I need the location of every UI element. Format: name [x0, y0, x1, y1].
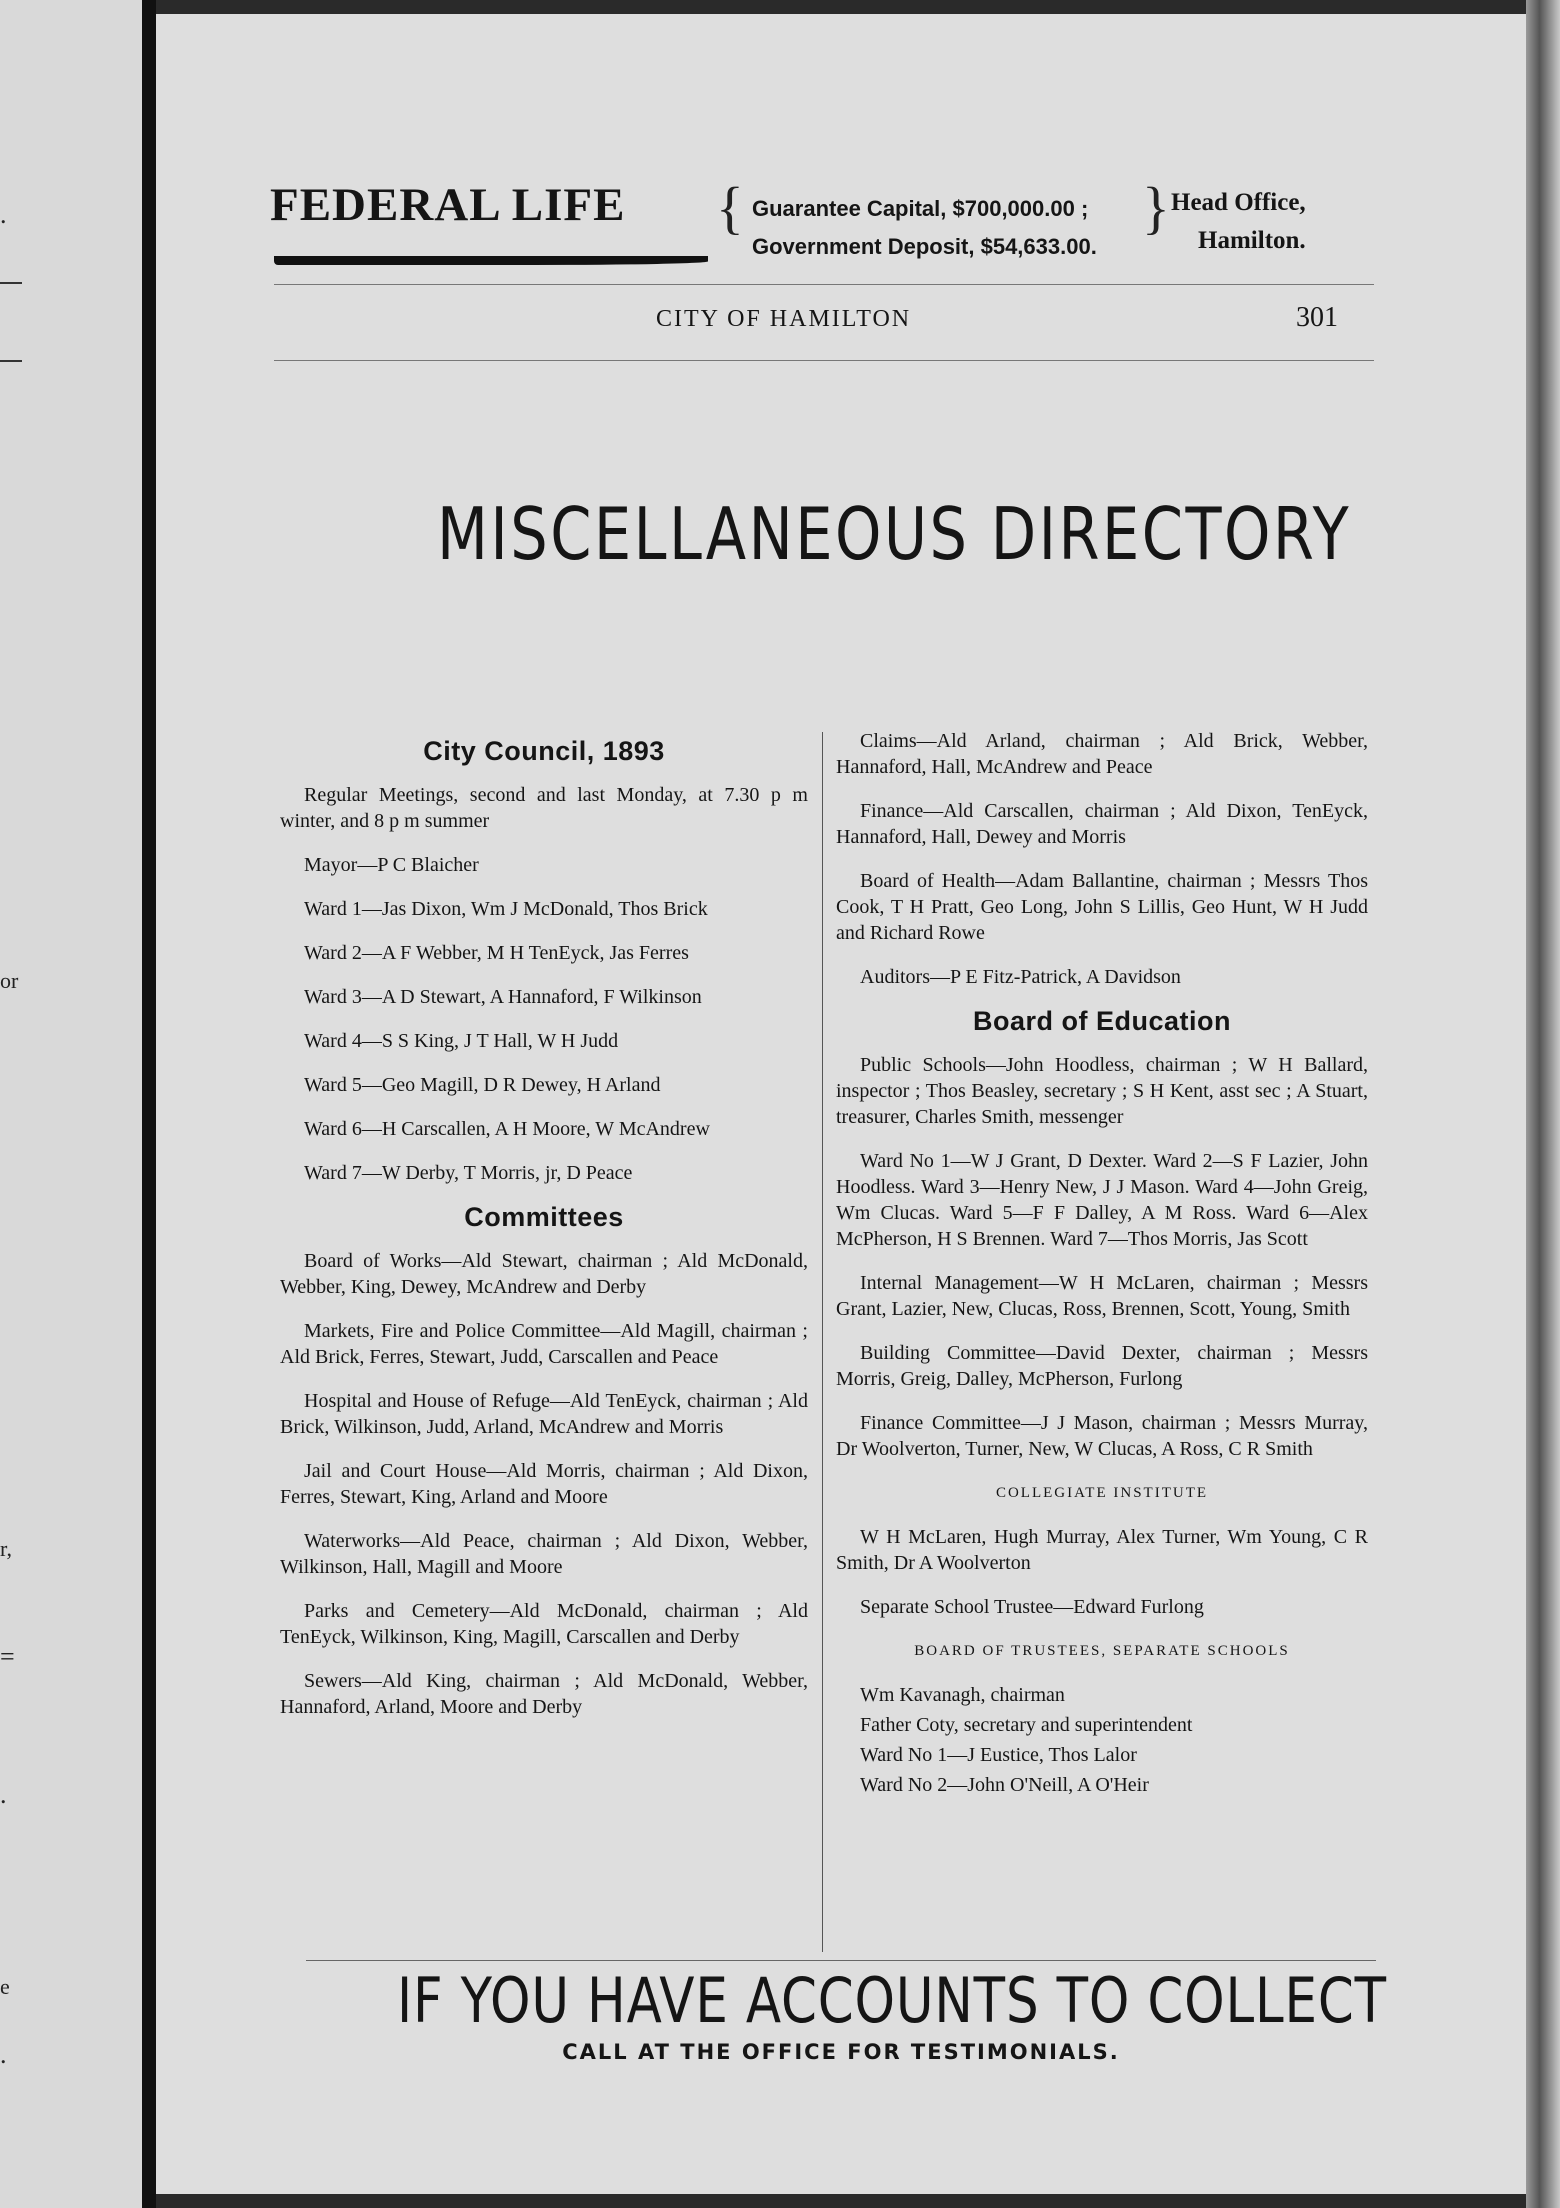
separate-board-heading: BOARD OF TRUSTEES, SEPARATE SCHOOLS: [914, 1643, 1290, 1659]
right-column: [836, 728, 1368, 1816]
page-title: MISCELLANEOUS DIRECTORY: [437, 492, 1352, 576]
brand-name: FEDERAL LIFE: [270, 179, 626, 231]
education-entry: Building Committee—David Dexter, chairman ; Messrs Morris, Greig, Dalley, McPherson, Furlong: [836, 1342, 1368, 1390]
capital-line: Guarantee Capital, $700,000.00 ;: [752, 196, 1089, 221]
council-entry: Ward 2—A F Webber, M H TenEyck, Jas Ferres: [304, 942, 689, 964]
committees-heading: Committees: [464, 1202, 624, 1232]
committee-entry: Parks and Cemetery—Ald McDonald, chairman ; Ald TenEyck, Wilkinson, King, Magill, Carscallen and Derby: [280, 1600, 808, 1648]
council-entry: Ward 7—W Derby, T Morris, jr, D Peace: [304, 1162, 633, 1184]
collegiate-entry: W H McLaren, Hugh Murray, Alex Turner, Wm Young, C R Smith, Dr A Woolverton: [836, 1526, 1368, 1574]
separate-school-trustee: Separate School Trustee—Edward Furlong: [860, 1596, 1204, 1618]
column-divider: [822, 732, 823, 1952]
left-brace-glyph: {: [716, 175, 744, 240]
left-column: [280, 728, 808, 1738]
running-title: CITY OF HAMILTON: [656, 306, 912, 332]
committee-entry: Waterworks—Ald Peace, chairman ; Ald Dixon, Webber, Wilkinson, Hall, Magill and Moore: [280, 1530, 808, 1578]
previous-page-edge: [0, 0, 142, 2208]
prev-page-fragment: .: [0, 200, 7, 229]
prev-page-fragment: or: [0, 968, 19, 993]
footer-subline: CALL AT THE OFFICE FOR TESTIMONIALS.: [562, 2040, 1120, 2064]
prev-page-rule: [0, 360, 22, 362]
footer-rule: [306, 1960, 1376, 1961]
committee-entry: Hospital and House of Refuge—Ald TenEyck, chairman ; Ald Brick, Wilkinson, Judd, Arland, McAndrew and Morris: [280, 1390, 808, 1438]
education-entry: Ward No 1—W J Grant, D Dexter. Ward 2—S F Lazier, John Hoodless. Ward 3—Henry New, J J Mason. Ward 4—John Greig, Wm Clucas. Ward 5—F F Dalley, A M Ross. Ward 6—Alex McPherson, H S Brennen. Ward 7—Thos Morris, Jas Scott: [836, 1150, 1368, 1250]
prev-page-rule: [0, 282, 22, 284]
committee-entry: Jail and Court House—Ald Morris, chairman ; Ald Dixon, Ferres, Stewart, King, Arland and Moore: [280, 1460, 808, 1508]
office-line: Head Office,: [1171, 189, 1306, 216]
education-entry: Finance Committee—J J Mason, chairman ; Messrs Murray, Dr Woolverton, Turner, New, W Clucas, A Ross, C R Smith: [836, 1412, 1368, 1460]
page-number: 301: [1296, 302, 1338, 333]
page-edge-right: [1526, 0, 1560, 2208]
prev-page-fragment: e: [0, 1974, 10, 1999]
prev-page-fragment: r,: [0, 1536, 12, 1561]
council-entry: Ward 1—Jas Dixon, Wm J McDonald, Thos Brick: [304, 898, 708, 920]
running-title-rule: [274, 360, 1374, 361]
education-heading: Board of Education: [973, 1006, 1231, 1036]
header-rule: [274, 284, 1374, 285]
council-entry: Ward 6—H Carscallen, A H Moore, W McAndrew: [304, 1118, 710, 1140]
separate-board-line: Ward No 1—J Eustice, Thos Lalor: [860, 1744, 1137, 1766]
prev-page-fragment: =: [0, 1642, 15, 1671]
brand-underline: [274, 256, 708, 265]
right-brace-glyph: }: [1142, 175, 1170, 240]
council-heading: City Council, 1893: [423, 736, 665, 766]
committee-entry: Claims—Ald Arland, chairman ; Ald Brick, Webber, Hannaford, Hall, McAndrew and Peace: [836, 730, 1368, 778]
committee-entry: Auditors—P E Fitz-Patrick, A Davidson: [860, 966, 1181, 988]
council-entry: Ward 4—S S King, J T Hall, W H Judd: [304, 1030, 619, 1052]
council-entry: Mayor—P C Blaicher: [304, 854, 479, 876]
directory-page: [156, 14, 1526, 2194]
committee-entry: Sewers—Ald King, chairman ; Ald McDonald, Webber, Hannaford, Arland, Moore and Derby: [280, 1670, 808, 1718]
committee-entry: Markets, Fire and Police Committee—Ald Magill, chairman ; Ald Brick, Ferres, Stewart, Judd, Carscallen and Peace: [280, 1320, 808, 1368]
prev-page-fragment: .: [0, 2040, 7, 2069]
prev-page-fragment: .: [0, 1780, 7, 1809]
footer-headline: IF YOU HAVE ACCOUNTS TO COLLECT: [396, 1964, 1387, 2037]
education-entry: Public Schools—John Hoodless, chairman ; W H Ballard, inspector ; Thos Beasley, secretary ; S H Kent, asst sec ; A Stuart, treasurer, Charles Smith, messenger: [836, 1054, 1368, 1128]
committee-entry: Board of Works—Ald Stewart, chairman ; Ald McDonald, Webber, King, Dewey, McAndrew and Derby: [280, 1250, 808, 1298]
education-entry: Internal Management—W H McLaren, chairman ; Messrs Grant, Lazier, New, Clucas, Ross, Brennen, Scott, Young, Smith: [836, 1272, 1368, 1320]
council-entry: Ward 5—Geo Magill, D R Dewey, H Arland: [304, 1074, 661, 1096]
committee-entry: Finance—Ald Carscallen, chairman ; Ald Dixon, TenEyck, Hannaford, Hall, Dewey and Morris: [836, 800, 1368, 848]
committee-entry: Board of Health—Adam Ballantine, chairman ; Messrs Thos Cook, T H Pratt, Geo Long, John S Lillis, Geo Hunt, W H Judd and Richard Rowe: [836, 870, 1368, 944]
deposit-line: Government Deposit, $54,633.00.: [752, 234, 1097, 259]
gutter-shadow: [142, 0, 156, 2208]
council-entry: Ward 3—A D Stewart, A Hannaford, F Wilkinson: [304, 986, 702, 1008]
capital-info: [752, 190, 1097, 266]
head-office: [1171, 184, 1306, 260]
office-city: Hamilton.: [1198, 227, 1306, 254]
council-entry: Regular Meetings, second and last Monday, at 7.30 p m winter, and 8 p m summer: [280, 784, 808, 832]
separate-board-line: Wm Kavanagh, chairman: [860, 1684, 1065, 1706]
separate-board-line: Father Coty, secretary and superintendent: [860, 1714, 1193, 1736]
separate-board-line: Ward No 2—John O'Neill, A O'Heir: [860, 1774, 1149, 1796]
collegiate-heading: COLLEGIATE INSTITUTE: [995, 1485, 1209, 1501]
